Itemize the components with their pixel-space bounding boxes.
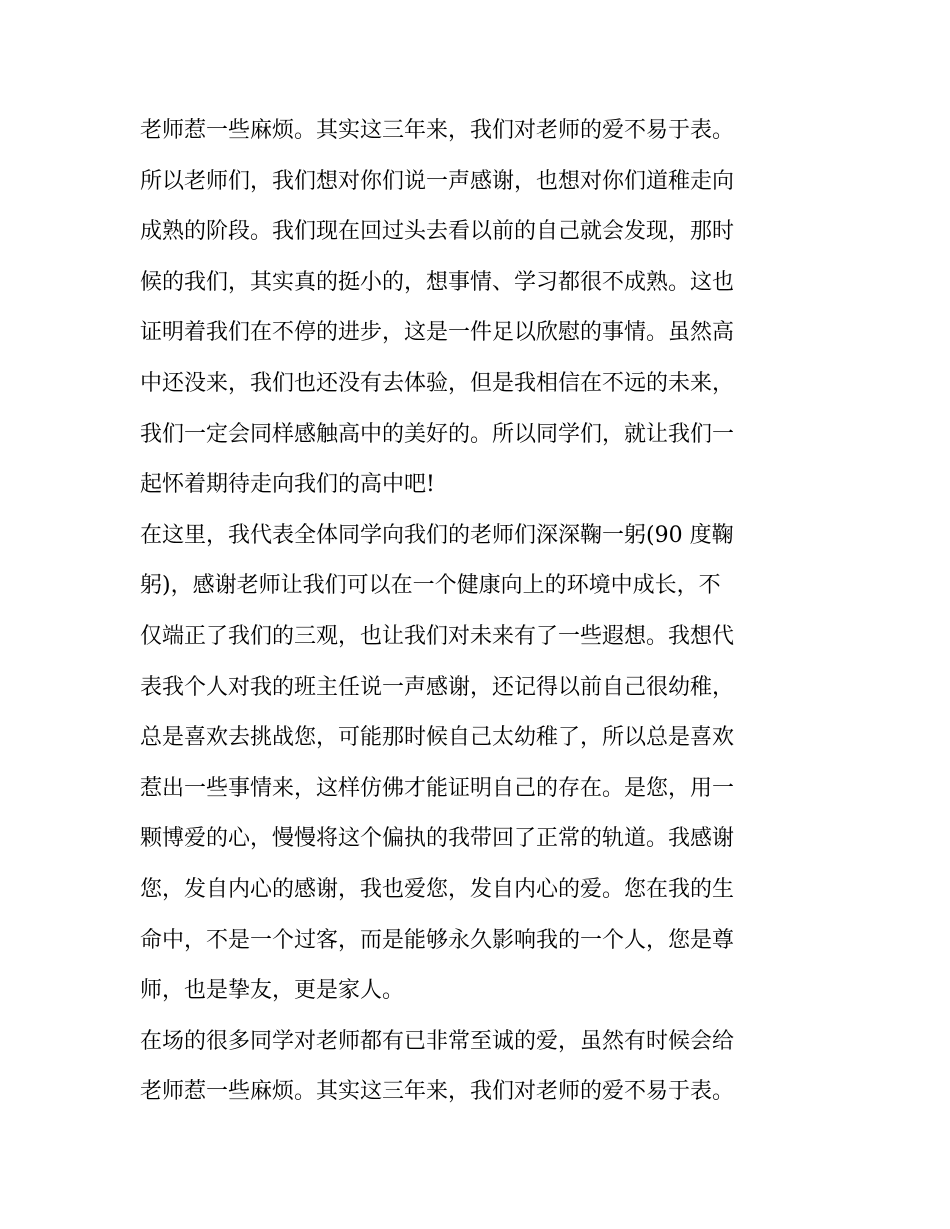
text-line: 您，发自内心的感谢，我也爱您，发自内心的爱。您在我的生	[140, 876, 735, 902]
text-line: 躬)，感谢老师让我们可以在一个健康向上的环境中成长，不	[140, 573, 721, 599]
document-body	[140, 106, 820, 1118]
text-line: 在场的很多同学对老师都有已非常至诚的爱，虽然有时候会给	[140, 1028, 735, 1054]
text-line: 所以老师们，我们想对你们说一声感谢，也想对你们道稚走向	[140, 168, 735, 194]
text-line: 老师惹一些麻烦。其实这三年来，我们对老师的爱不易于表。	[140, 1079, 735, 1105]
text-line: 中还没来，我们也还没有去体验，但是我相信在不远的未来，	[140, 370, 735, 396]
text-line: 在这里，我代表全体同学向我们的老师们深深鞠一躬(90 度鞠	[140, 522, 734, 548]
text-line: 总是喜欢去挑战您，可能那时候自己太幼稚了，所以总是喜欢	[140, 725, 735, 751]
text-line: 候的我们，其实真的挺小的，想事情、学习都很不成熟。这也	[140, 269, 735, 295]
text-line: 惹出一些事情来，这样仿佛才能证明自己的存在。是您，用一	[140, 775, 735, 801]
text-line: 起怀着期待走向我们的高中吧!	[140, 472, 435, 498]
text-line: 表我个人对我的班主任说一声感谢，还记得以前自己很幼稚，	[140, 674, 735, 700]
text-line: 仅端正了我们的三观，也让我们对未来有了一些遐想。我想代	[140, 623, 735, 649]
text-line: 证明着我们在不停的进步，这是一件足以欣慰的事情。虽然高	[140, 320, 735, 346]
text-line: 师，也是挚友，更是家人。	[140, 978, 405, 1004]
text-line: 我们一定会同样感触高中的美好的。所以同学们，就让我们一	[140, 421, 735, 447]
text-line: 成熟的阶段。我们现在回过头去看以前的自己就会发现，那时	[140, 219, 735, 245]
text-line: 命中，不是一个过客，而是能够永久影响我的一个人，您是尊	[140, 927, 735, 953]
text-line: 老师惹一些麻烦。其实这三年来，我们对老师的爱不易于表。	[140, 118, 735, 143]
text-line: 颗博爱的心，慢慢将这个偏执的我带回了正常的轨道。我感谢	[140, 826, 735, 852]
